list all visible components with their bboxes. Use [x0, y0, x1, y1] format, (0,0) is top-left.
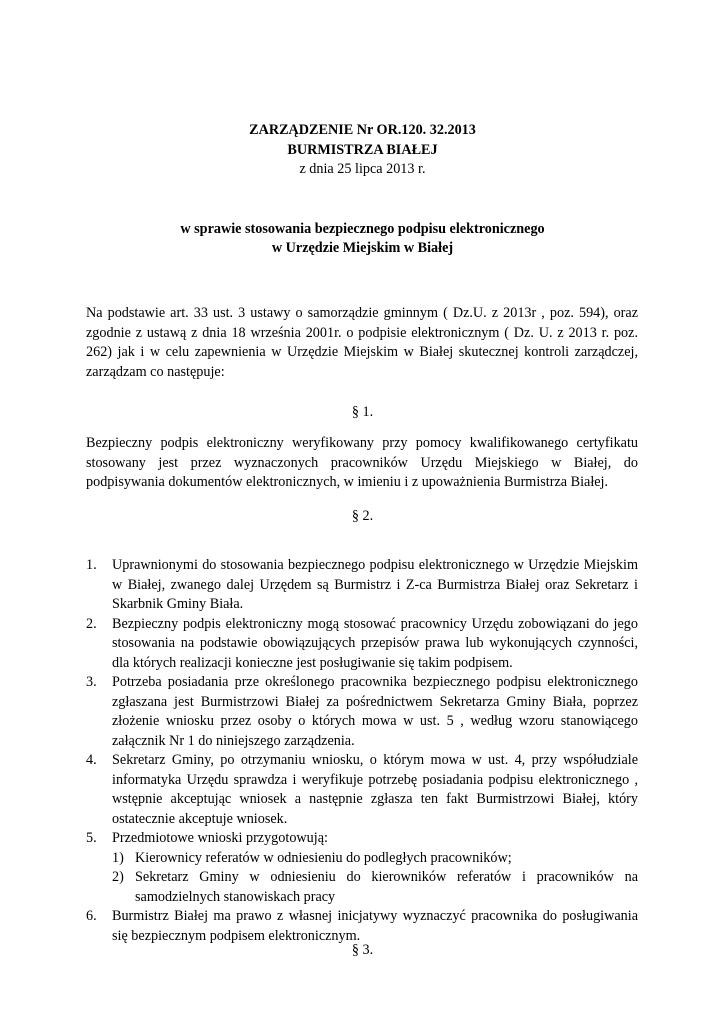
list-item-text: Przedmiotowe wnioski przygotowują:: [112, 830, 328, 846]
sublist-item-number: 2): [112, 869, 124, 885]
subject-line-1: w sprawie stosowania bezpiecznego podpisu elektronicznego: [180, 221, 545, 237]
list-item: [86, 615, 638, 674]
list-item-number: 1.: [86, 557, 97, 573]
list-item-number: 2.: [86, 615, 97, 632]
list-item: [86, 673, 638, 751]
sublist-item-text: Kierownicy referatów w odniesieniu do podległych pracowników;: [135, 849, 512, 866]
section-1-mark: § 1.: [351, 404, 374, 420]
section-3-mark: § 3.: [351, 942, 374, 958]
list-item-text: Sekretarz Gminy, po otrzymaniu wniosku, o którym mowa w ust. 4, przy współudziale informatyka Urzędu sprawdza i weryfikuje potrzebę posiadania podpisu elektronicznego , wstępnie akceptując wniosek a następnie zgłasza ten fakt Burmistrzowi Białej, który ostatecznie akceptuje wniosek.: [112, 752, 638, 827]
list-item-text: Potrzeba posiadania prze określonego pracownika bezpiecznego podpisu elektronicznego zgłaszana jest Burmistrzowi Białej za pośrednictwem Sekretarza Gminy Biała, poprzez złożenie wniosku przez osoby o których mowa w ust. 5 , według wzoru stanowiącego załącznik Nr 1 do niniejszego zarządzenia.: [112, 674, 638, 749]
list-item-number: 4.: [86, 752, 97, 768]
list-item-text: Burmistrz Białej ma prawo z własnej inicjatywy wyznaczyć pracownika do posługiwania się bezpiecznym podpisem elektronicznym.: [112, 908, 638, 944]
section-2-mark: § 2.: [351, 508, 374, 524]
list-item-number: 3.: [86, 674, 97, 690]
subject-line-2: w Urzędzie Miejskim w Białej: [271, 240, 454, 256]
list-item: [86, 751, 638, 829]
section-2-sublist: [112, 849, 638, 908]
sublist-item: [112, 849, 638, 869]
preamble-paragraph: Na podstawie art. 33 ust. 3 ustawy o samorządzie gminnym ( Dz.U. z 2013r , poz. 594), oraz zgodnie z ustawą z dnia 18 września 2001r. o podpisie elektronicznym ( Dz. U. z 2013 r. poz. 262) jak i w celu zapewnienia w Urzędzie Miejskim w Białej skutecznej kontroli zarządczej, zarządzam co następuje:: [86, 305, 638, 380]
sublist-item-number: 1): [112, 849, 124, 866]
document-date: z dnia 25 lipca 2013 r.: [299, 161, 426, 177]
section-1-paragraph: Bezpieczny podpis elektroniczny weryfikowany przy pomocy kwalifikowanego certyfikatu stosowany jest przez wyznaczonych pracowników Urzędu Miejskiego w Białej, do podpisywania dokumentów elektronicznych, w imieniu i z upoważnienia Burmistrza Białej.: [86, 435, 638, 490]
document-issuer: BURMISTRZA BIAŁEJ: [287, 141, 438, 158]
list-item-number: 5.: [86, 830, 97, 846]
section-2-list: [86, 556, 638, 946]
document-header: [0, 121, 725, 180]
document-subject: [0, 220, 725, 258]
list-item-number: 6.: [86, 908, 97, 924]
sublist-item: [112, 868, 638, 907]
sublist-item-text: Sekretarz Gminy w odniesieniu do kierowników referatów i pracowników na samodzielnych stanowiskach pracy: [135, 869, 638, 905]
list-item-text: Uprawnionymi do stosowania bezpiecznego podpisu elektronicznego w Urzędzie Miejskim w Białej, zwanego dalej Urzędem są Burmistrz i Z-ca Burmistrza Białej oraz Sekretarz i Skarbnik Gminy Biała.: [112, 557, 638, 612]
list-item: [86, 829, 638, 907]
list-item-text: Bezpieczny podpis elektroniczny mogą stosować pracownicy Urzędu zobowiązani do jego stosowania na podstawie obowiązujących przepisów prawa lub wykonujących czynności, dla których realizacji konieczne jest posługiwanie się takim podpisem.: [112, 615, 638, 671]
document-title: ZARZĄDZENIE Nr OR.120. 32.2013: [249, 122, 476, 138]
list-item: [86, 556, 638, 615]
